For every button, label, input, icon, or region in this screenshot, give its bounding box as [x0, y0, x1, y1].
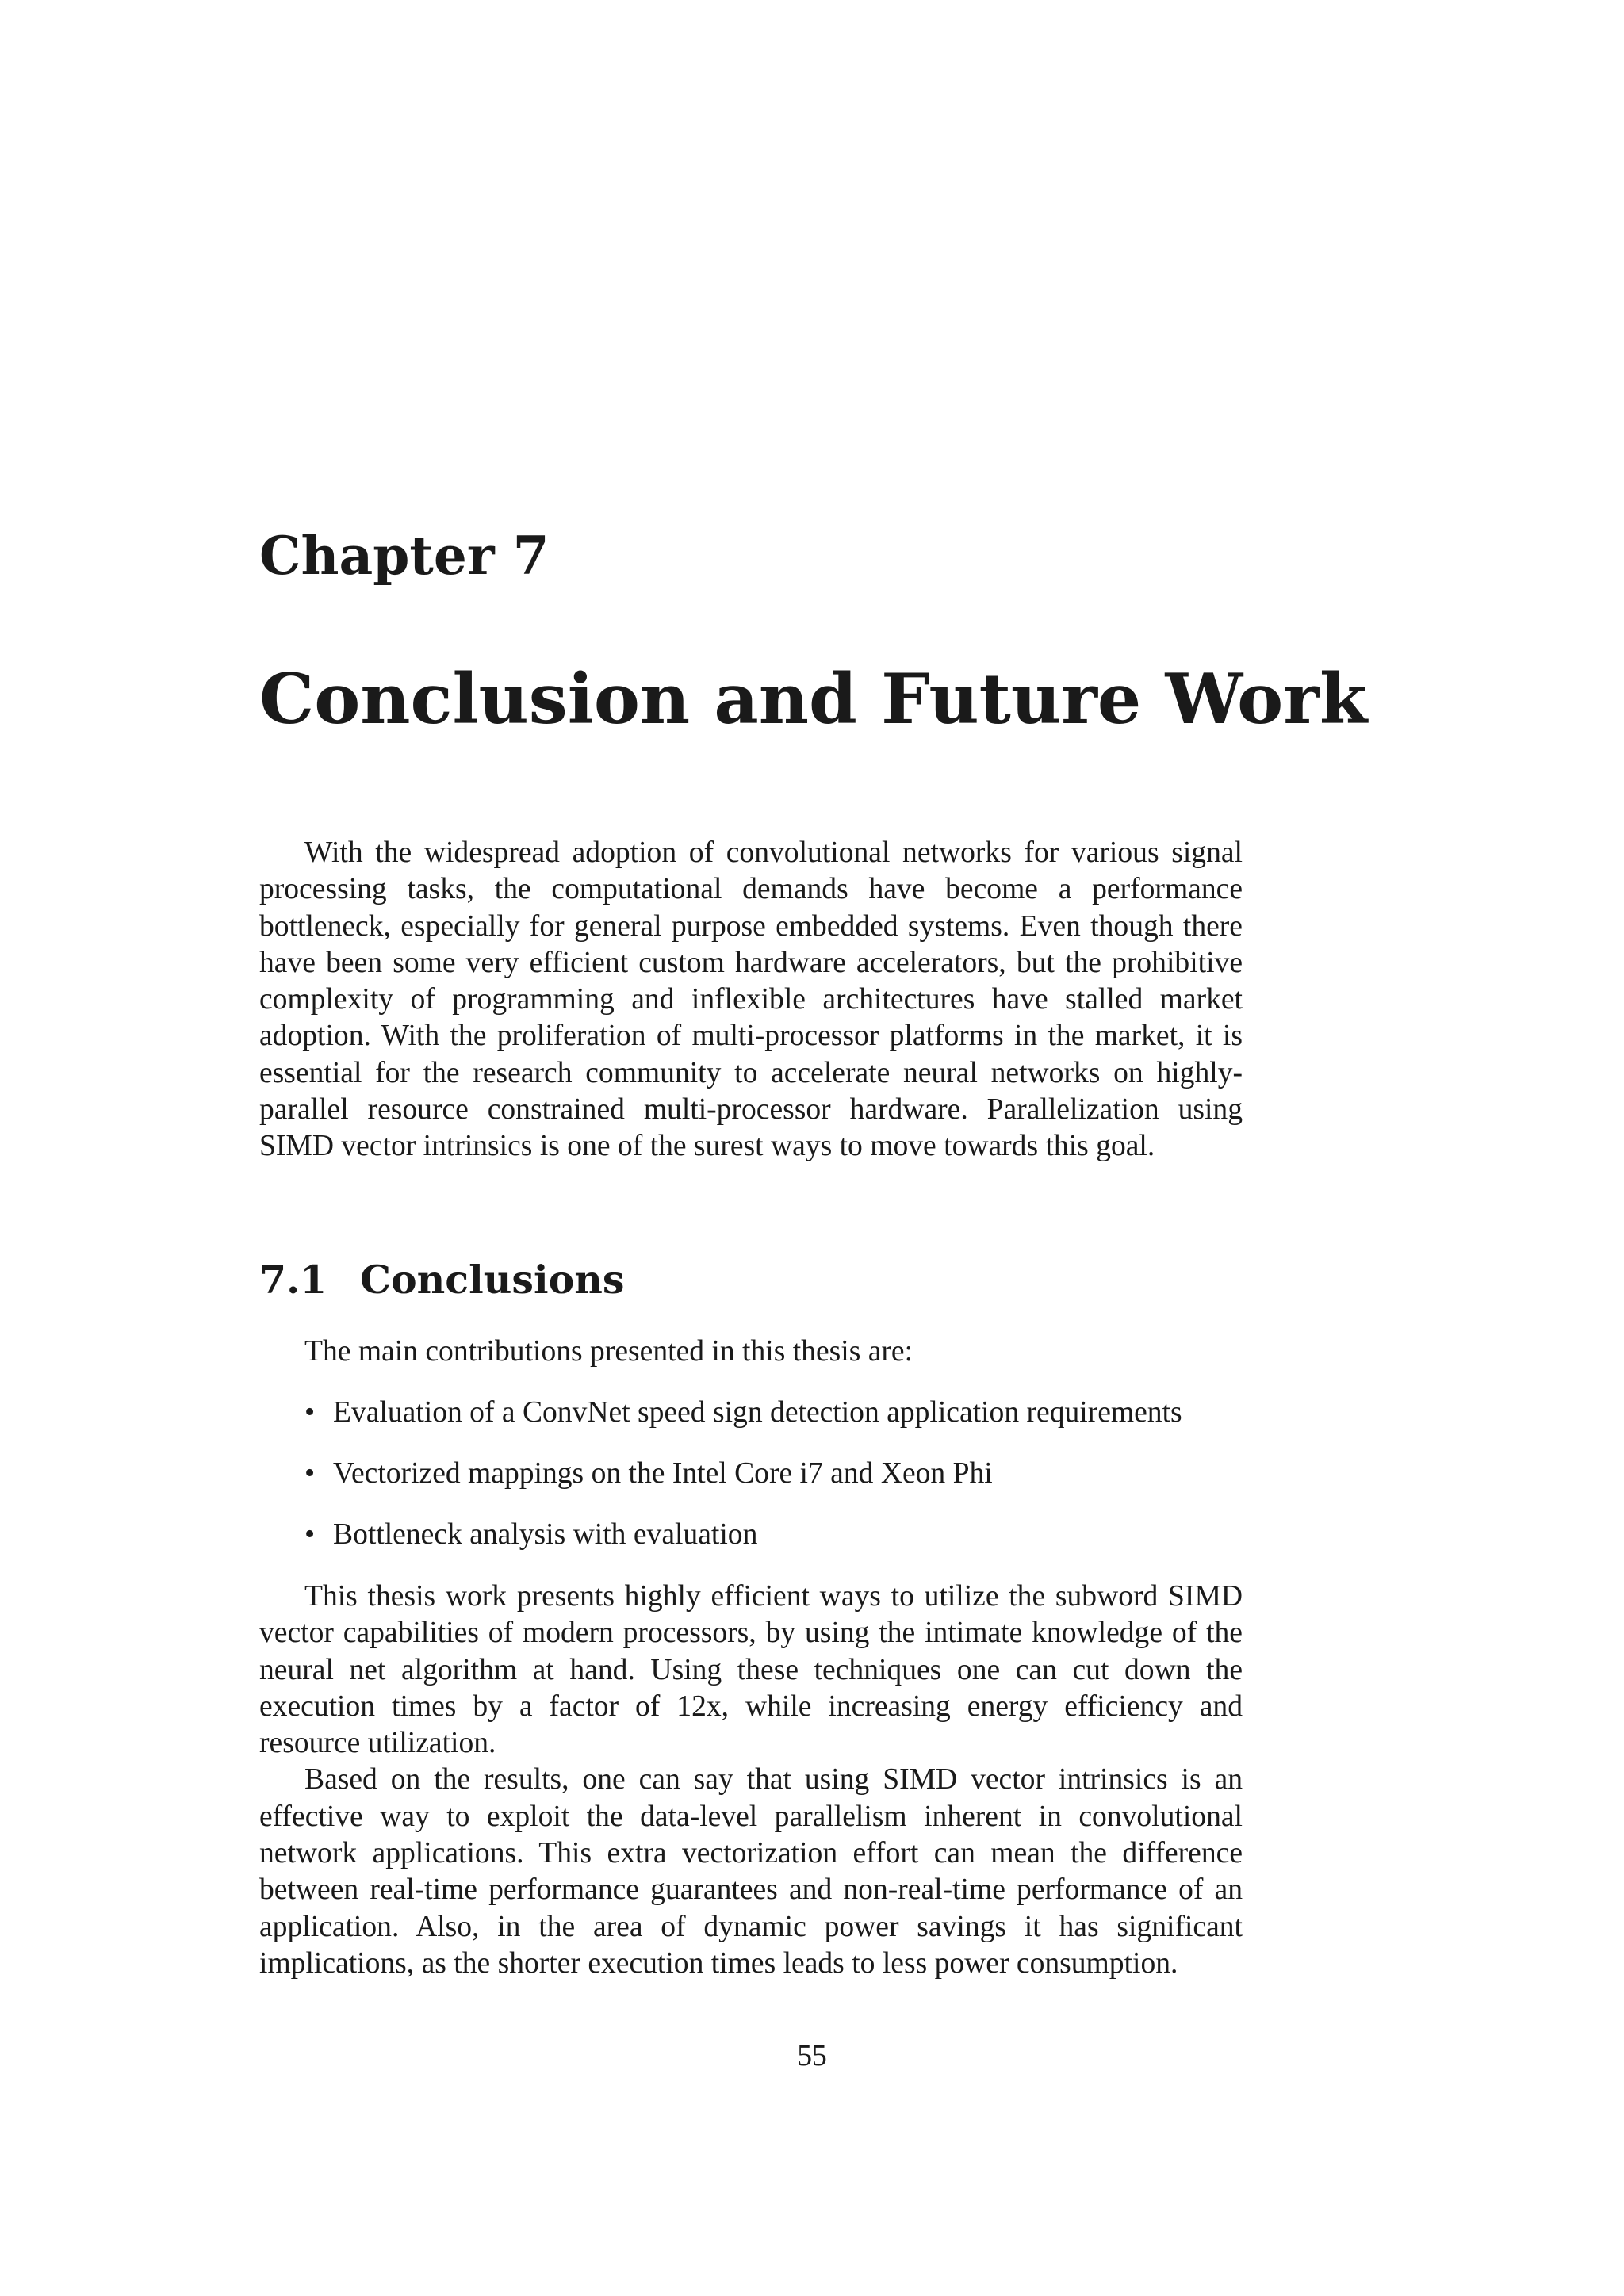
list-item-text: Evaluation of a ConvNet speed sign detection application requirements — [333, 1396, 1182, 1429]
list-item — [259, 1456, 1243, 1517]
bullet-mark: • — [304, 1396, 316, 1429]
chapter-label: Chapter 7 — [259, 525, 550, 587]
body-paragraph: This thesis work presents highly efficient ways to utilize the subword SIMD vector capabilities of modern processors, by using the intimate knowledge of the neural net algorithm at hand. Using these techniques one can cut down the execution times by a factor of 12x, while increasing energy efficiency and resource utilization. — [259, 1580, 1243, 1760]
intro-paragraph: With the widespread adoption of convolutional networks for various signal processing tasks, the computational demands have become a performance bottleneck, especially for general purpose embedded systems. Even though there have been some very efficient custom hardware accelerators, but the prohibitive complexity of programming and inflexible architectures have stalled market adoption. With the proliferation of multi-processor platforms in the market, it is essential for the research community to accelerate neural networks on highly-parallel resource constrained multi-processor hardware. Parallelization using SIMD vector intrinsics is one of the surest ways to move towards this goal. — [259, 836, 1243, 1163]
contributions-list — [259, 1395, 1243, 1578]
list-item — [259, 1395, 1243, 1456]
section-title: Conclusions — [360, 1257, 625, 1303]
intro-block — [259, 835, 1243, 1165]
list-item-text: Vectorized mappings on the Intel Core i7 and Xeon Phi — [333, 1457, 993, 1490]
section-heading — [259, 1257, 625, 1303]
contributions-lead: The main contributions presented in this thesis are: — [304, 1335, 914, 1368]
list-item — [259, 1517, 1243, 1578]
page-number: 55 — [797, 2040, 827, 2072]
list-item-text: Bottleneck analysis with evaluation — [333, 1518, 758, 1551]
section-number: 7.1 — [259, 1257, 327, 1303]
bullet-mark: • — [304, 1457, 316, 1490]
body-paragraph: Based on the results, one can say that using SIMD vector intrinsics is an effective way to exploit the data-level parallelism inherent in convolutional network applications. This extra vectorization effort can mean the difference between real-time performance guarantees and non-real-time performance of an application. Also, in the area of dynamic power savings it has significant implications, as the shorter execution times leads to less power consumption. — [259, 1763, 1243, 1980]
bullet-mark: • — [304, 1518, 316, 1551]
conclusions-body — [259, 1578, 1243, 1982]
chapter-title: Conclusion and Future Work — [259, 658, 1368, 740]
